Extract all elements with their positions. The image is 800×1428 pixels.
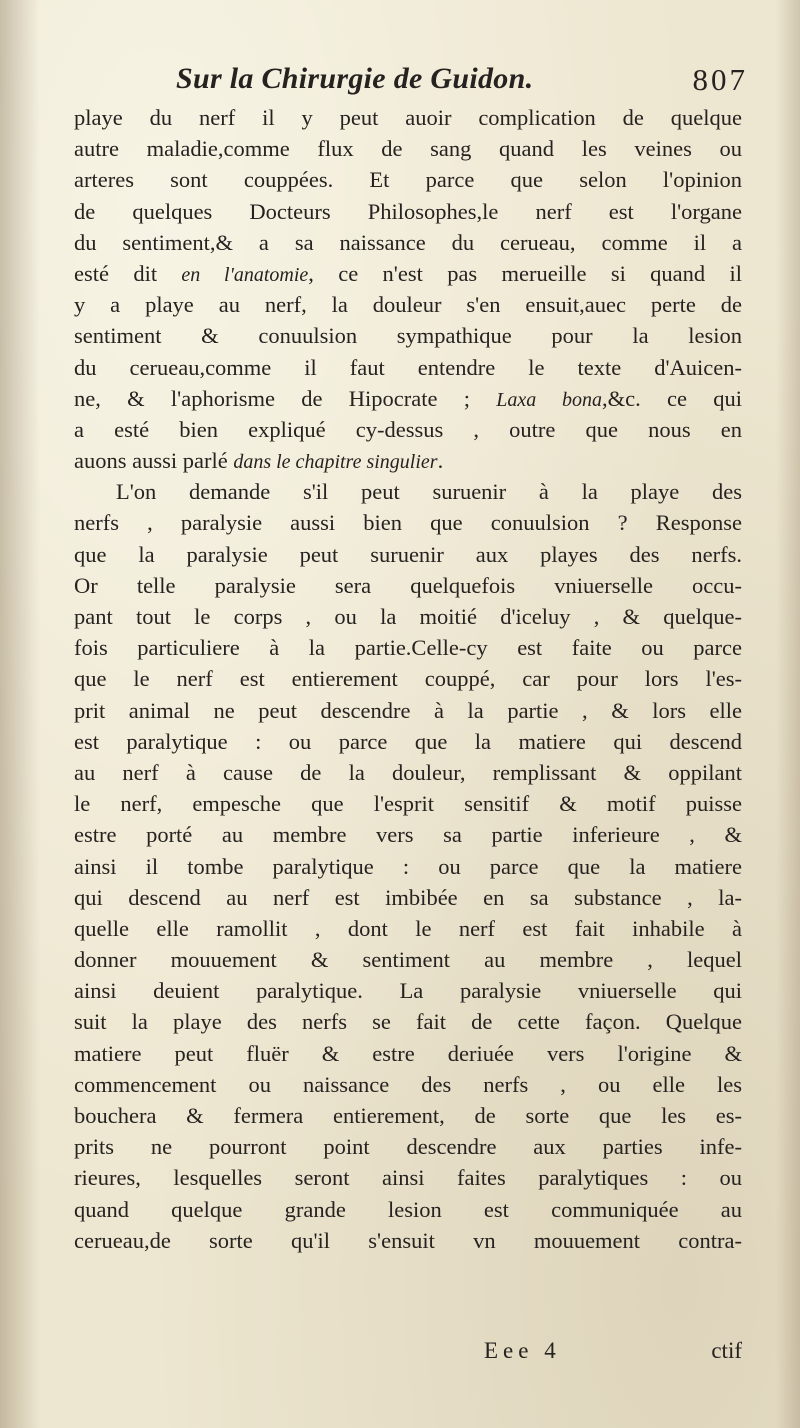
- text-line: rieures, lesquelles seront ainsi faites paralytiques : ou: [74, 1165, 742, 1191]
- text-line: [74, 383, 742, 414]
- text-line: que le nerf est entierement couppé, car pour lors l'es-: [74, 666, 742, 692]
- signature-mark: Eee 4: [484, 1338, 561, 1363]
- line-segment: esté dit: [74, 260, 182, 286]
- line-segment: .: [437, 448, 444, 474]
- text-line: donner mouuement & sentiment au membre , lequel: [74, 947, 742, 973]
- text-line: de quelques Docteurs Philosophes,le nerf est l'organe: [74, 198, 742, 224]
- italic-phrase: en l'anatomie: [181, 263, 309, 286]
- text-line: qui descend au nerf est imbibée en sa substance , la-: [74, 884, 742, 910]
- line-segment: ,&c. ce qui: [601, 385, 743, 411]
- text-line: suit la playe des nerfs se fait de cette façon. Quelque: [74, 1009, 742, 1035]
- text-line: cerueau,de sorte qu'il s'ensuit vn mouuement contra-: [74, 1227, 742, 1253]
- body-text: [74, 102, 742, 1256]
- line-segment: auons aussi parlé: [74, 448, 234, 474]
- page-footer: [74, 1338, 742, 1374]
- text-line: commencement ou naissance des nerfs , ou elle les: [74, 1071, 742, 1097]
- catchword: ctif: [711, 1338, 742, 1363]
- page-number: 807: [692, 62, 748, 97]
- text-line: du cerueau,comme il faut entendre le texte d'Auicen-: [74, 354, 742, 380]
- line-segment: ne, & l'aphorisme de Hipocrate ;: [74, 385, 497, 411]
- text-line: ainsi deuient paralytique. La paralysie vniuerselle qui: [74, 978, 742, 1004]
- text-line: fois particuliere à la partie.Celle-cy est faite ou parce: [74, 635, 742, 661]
- text-line: a esté bien expliqué cy-dessus , outre que nous en: [74, 416, 742, 442]
- page-header: [176, 62, 748, 106]
- text-line: L'on demande s'il peut suruenir à la playe des: [116, 479, 742, 505]
- text-line: [74, 445, 742, 476]
- italic-phrase: Laxa bona: [496, 388, 602, 411]
- text-line: Or telle paralysie sera quelquefois vniuerselle occu-: [74, 572, 742, 598]
- text-line: le nerf, empesche que l'esprit sensitif & motif puisse: [74, 791, 742, 817]
- text-line: nerfs , paralysie aussi bien que conuulsion ? Response: [74, 510, 742, 536]
- text-line: prits ne pourront point descendre aux parties infe-: [74, 1134, 742, 1160]
- text-line: estre porté au membre vers sa partie inferieure , &: [74, 822, 742, 848]
- text-line: playe du nerf il y peut auoir complication de quelque: [74, 105, 742, 130]
- text-line: du sentiment,& a sa naissance du cerueau, comme il a: [74, 229, 742, 255]
- italic-phrase: dans le chapitre singulier: [233, 451, 438, 474]
- running-head: Sur la Chirurgie de Guidon.: [176, 62, 534, 95]
- text-line: au nerf à cause de la douleur, remplissant & oppilant: [74, 759, 742, 785]
- text-line: bouchera & fermera entierement, de sorte que les es-: [74, 1103, 742, 1128]
- text-line: [74, 258, 742, 289]
- text-line: y a playe au nerf, la douleur s'en ensuit,auec perte de: [74, 292, 742, 318]
- text-line: prit animal ne peut descendre à la partie , & lors elle: [74, 697, 742, 723]
- text-line: quand quelque grande lesion est communiquée au: [74, 1196, 742, 1222]
- text-line: sentiment & conuulsion sympathique pour la lesion: [74, 323, 742, 349]
- text-line: autre maladie,comme flux de sang quand les veines ou: [74, 136, 742, 162]
- line-segment: , ce n'est pas merueille si quand il: [308, 260, 742, 286]
- text-line: quelle elle ramollit , dont le nerf est fait inhabile à: [74, 915, 742, 941]
- text-line: matiere peut fluër & estre deriuée vers l'origine &: [74, 1040, 742, 1066]
- text-line: que la paralysie peut suruenir aux playes des nerfs.: [74, 541, 742, 567]
- text-line: est paralytique : ou parce que la matiere qui descend: [74, 728, 742, 754]
- text-line: ainsi il tombe paralytique : ou parce que la matiere: [74, 853, 742, 879]
- text-line: pant tout le corps , ou la moitié d'iceluy , & quelque-: [74, 604, 742, 629]
- text-line: arteres sont couppées. Et parce que selon l'opinion: [74, 167, 742, 193]
